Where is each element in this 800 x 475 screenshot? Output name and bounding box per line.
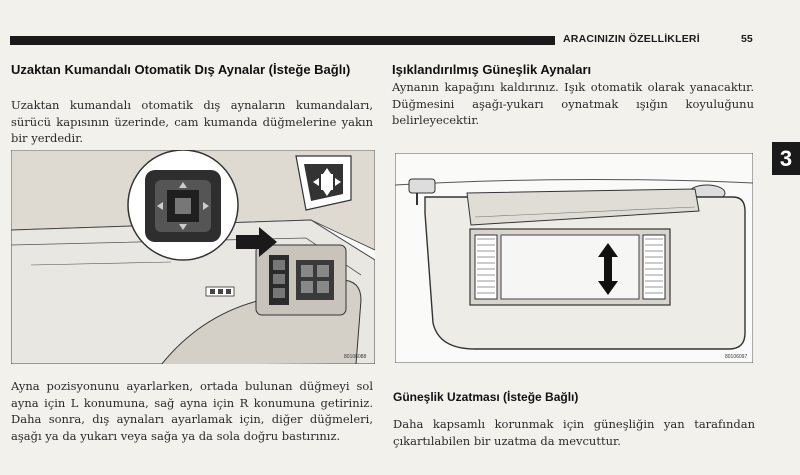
header-rule xyxy=(10,36,555,45)
door-panel-illustration xyxy=(11,150,375,364)
figure-code: 80106088 xyxy=(344,354,367,360)
sun-visor-illustration xyxy=(395,153,753,363)
figure-code: 80106097 xyxy=(725,354,748,360)
mirror-body-text: Ayna pozisyonunu ayarlarken, ortada bulunan düğmeyi sol ayna için L konumuna, sağ ayna için R konumuna getiriniz. Daha sonra, dış aynaları ayarlamak için, diğer düğmeleri, aşağı ya da yukarı veya sağa ya da sola doğru bastırınız. xyxy=(11,379,373,443)
sun-visor-mirror-figure xyxy=(395,153,753,363)
page-number: 55 xyxy=(741,33,753,45)
section-header-title: ARACINIZIN ÖZELLİKLERİ xyxy=(563,33,700,45)
sun-visor-section-heading: Işıklandırılmış Güneşlik Aynaları xyxy=(392,62,592,77)
mirror-intro-text: Uzaktan kumandalı otomatik dış aynaların kumandaları, sürücü kapısının üzerinde, cam kumanda düğmelerine yakın bir yerdedir. xyxy=(11,98,373,145)
door-mirror-switch-figure xyxy=(11,150,375,364)
mirror-section-heading: Uzaktan Kumandalı Otomatik Dış Aynalar (İsteğe Bağlı) xyxy=(11,62,351,77)
sun-visor-intro-text: Aynanın kapağını kaldırınız. Işık otomatik olarak yanacaktır. Düğmesini aşağı-yukarı oynatmak ışığın koyuluğunu belirleyecektir. xyxy=(392,80,754,127)
chapter-tab: 3 xyxy=(772,142,800,175)
visor-extension-text: Daha kapsamlı korunmak için güneşliğin yan tarafından çıkartılabilen bir uzatma da mevcuttur. xyxy=(393,417,755,448)
visor-extension-subheading: Güneşlik Uzatması (İsteğe Bağlı) xyxy=(393,390,579,404)
